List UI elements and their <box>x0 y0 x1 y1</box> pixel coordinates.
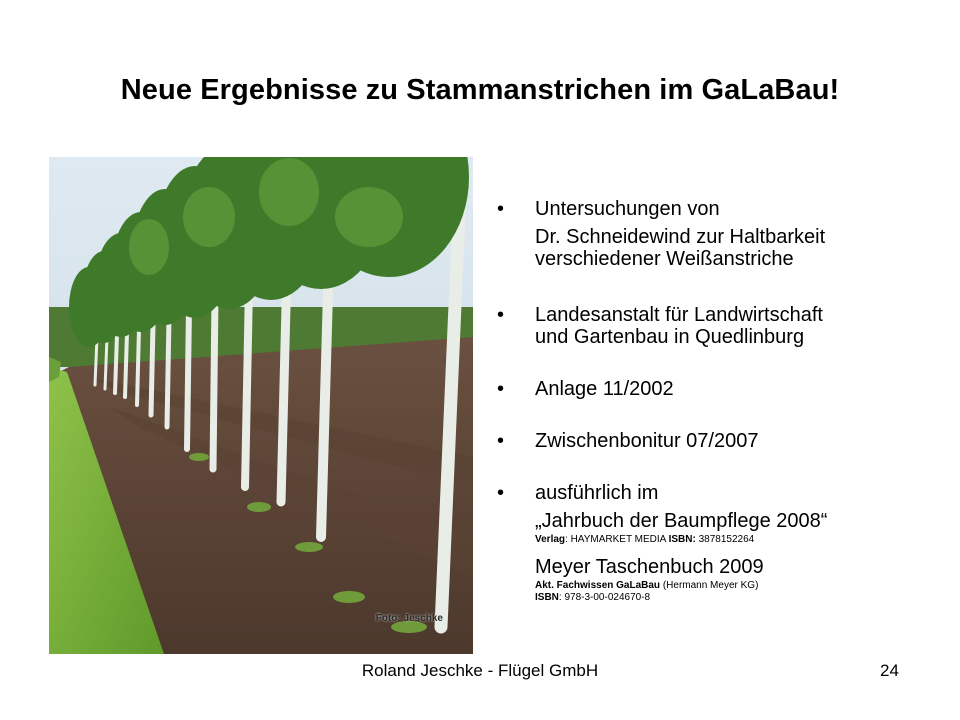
book-subtitle: Akt. Fachwissen GaLaBau <box>535 580 661 591</box>
isbn-label: ISBN <box>535 592 559 603</box>
isbn-label: ISBN: <box>668 534 696 545</box>
verlag-label: Verlag <box>535 534 566 545</box>
bullet-3 <box>497 378 937 400</box>
bullet-5 <box>497 482 937 604</box>
verlag-value: : HAYMARKET MEDIA <box>565 534 669 545</box>
bullet-1 <box>497 198 937 270</box>
bullet-text: • ausführlich im <box>535 482 659 504</box>
isbn-value: : 978-3-00-024670-8 <box>558 592 651 603</box>
bullet-text: und Gartenbau in Quedlinburg <box>535 326 805 348</box>
isbn-value: 3878152264 <box>695 534 755 545</box>
page-number: 24 <box>880 661 899 680</box>
bullet-text: • Untersuchungen von <box>535 198 720 220</box>
book-subtitle-line <box>535 580 937 592</box>
slide-footer: Roland Jeschke - Flügel GmbH <box>361 661 599 680</box>
book-publisher-line <box>535 534 937 546</box>
book-publisher: (Hermann Meyer KG) <box>660 580 759 591</box>
slide-title: Neue Ergebnisse zu Stammanstrichen im GaLaBau! <box>120 74 840 106</box>
book-title: „Jahrbuch der Baumpflege 2008“ <box>535 510 828 532</box>
bullet-text: • Anlage 11/2002 <box>535 378 674 400</box>
bullet-4 <box>497 430 937 452</box>
bullet-text: • Zwischenbonitur 07/2007 <box>535 430 759 452</box>
bullet-text: verschiedener Weißanstriche <box>535 248 794 270</box>
bullet-list <box>497 198 937 604</box>
photo-credit: Foto: Jeschke <box>375 613 443 624</box>
book-isbn-line <box>535 592 937 604</box>
bullet-text: Dr. Schneidewind zur Haltbarkeit <box>535 226 826 248</box>
book-title: Meyer Taschenbuch 2009 <box>535 556 764 578</box>
bullet-2 <box>497 304 937 348</box>
bullet-text: • Landesanstalt für Landwirtschaft <box>535 304 823 326</box>
tree-row-photo <box>49 157 473 654</box>
